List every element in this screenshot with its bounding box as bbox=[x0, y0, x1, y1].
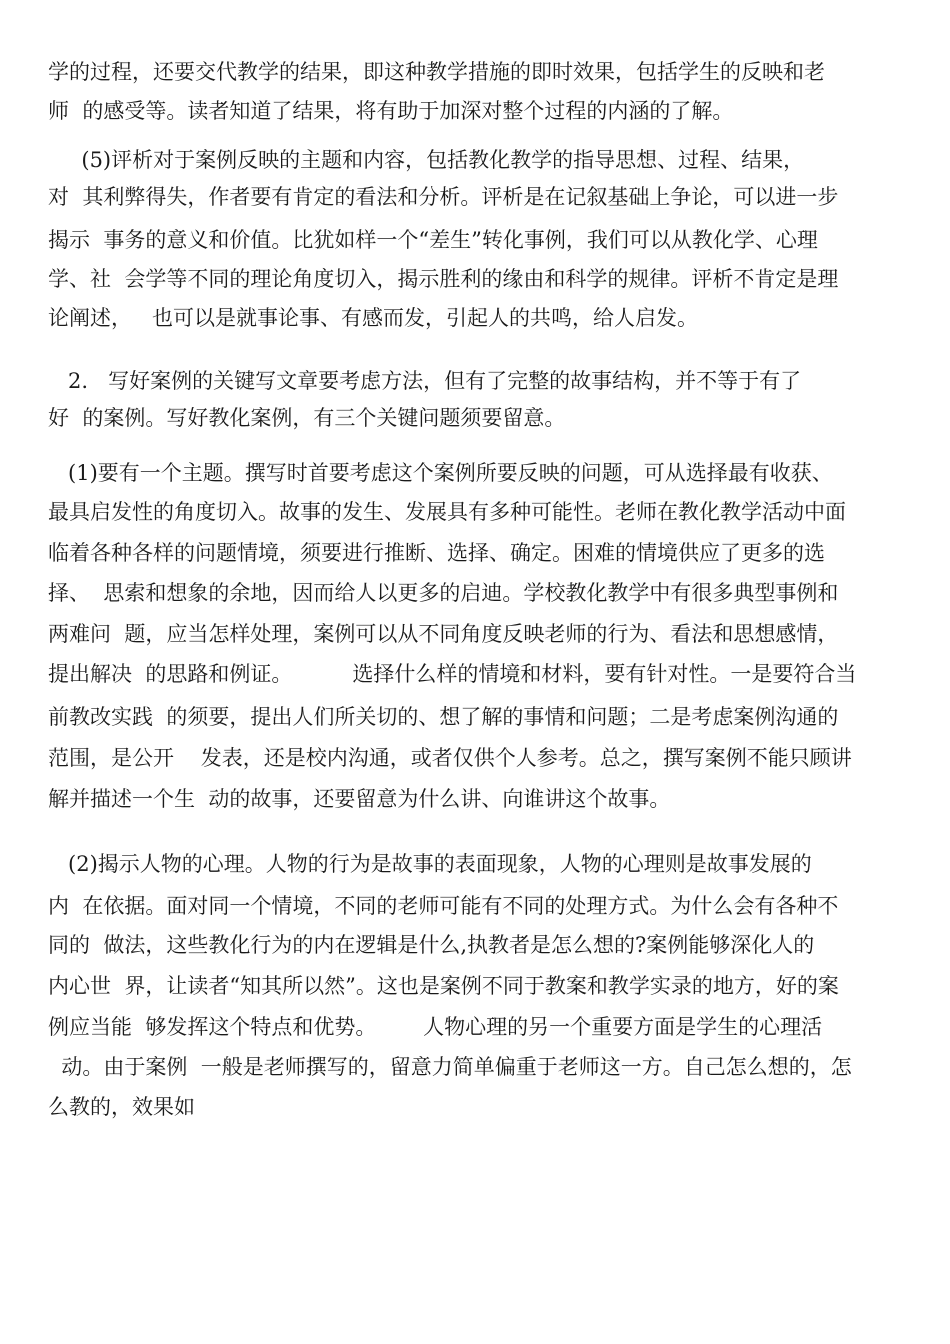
text-line: 两难问 题，应当怎样处理，案例可以从不同角度反映老师的行为、看法和思想感情， bbox=[48, 622, 839, 646]
text-line: 学的过程，还要交代教学的结果，即这种教学措施的即时效果，包括学生的反映和老 bbox=[48, 60, 825, 84]
text-line: 提出解决 的思路和例证。 选择什么样的情境和材料，要有针对性。一是要符合当 bbox=[48, 662, 857, 686]
text-line: 范围，是公开 发表，还是校内沟通，或者仅供个人参考。总之，撰写案例不能只顾讲 bbox=[48, 746, 852, 770]
text-line: 内 在依据。面对同一个情境，不同的老师可能有不同的处理方式。为什么会有各种不 bbox=[48, 894, 839, 918]
text-line: 好 的案例。写好教化案例，有三个关键问题须要留意。 bbox=[48, 406, 566, 430]
text-line: 内心世 界，让读者“知其所以然”。这也是案例不同于教案和教学实录的地方，好的案 bbox=[48, 974, 839, 998]
text-line: 论阐述， 也可以是就事论事、有感而发，引起人的共鸣，给人启发。 bbox=[48, 306, 699, 330]
text-line: 例应当能 够发挥这个特点和优势。 人物心理的另一个重要方面是学生的心理活 bbox=[48, 1015, 823, 1039]
text-line: 师 的感受等。读者知道了结果，将有助于加深对整个过程的内涵的了解。 bbox=[48, 99, 734, 123]
text-line: 2. 写好案例的关键写文章要考虑方法，但有了完整的故事结构，并不等于有了 bbox=[48, 369, 802, 393]
text-line: 同的 做法，这些教化行为的内在逻辑是什么,执教者是怎么想的?案例能够深化人的 bbox=[48, 933, 815, 957]
text-line: 揭示 事务的意义和价值。比犹如样一个“差生”转化事例，我们可以从教化学、心理 bbox=[48, 228, 818, 252]
text-line: (5)评析对于案例反映的主题和内容，包括教化教学的指导思想、过程、结果， bbox=[48, 148, 805, 172]
text-line: (1)要有一个主题。撰写时首要考虑这个案例所要反映的问题，可从选择最有收获、 bbox=[48, 461, 833, 485]
text-line: 对 其利弊得失，作者要有肯定的看法和分析。评析是在记叙基础上争论，可以进一步 bbox=[48, 185, 839, 209]
text-line: 么教的，效果如 bbox=[48, 1095, 195, 1119]
text-line: 学、社 会学等不同的理论角度切入，揭示胜利的缘由和科学的规律。评析不肯定是理 bbox=[48, 267, 839, 291]
text-line: 最具启发性的角度切入。故事的发生、发展具有多种可能性。老师在教化教学活动中面 bbox=[48, 500, 846, 524]
text-line: 解并描述一个生 动的故事，还要留意为什么讲、向谁讲这个故事。 bbox=[48, 787, 671, 811]
text-line: 临着各种各样的问题情境，须要进行推断、选择、确定。困难的情境供应了更多的选 bbox=[48, 541, 825, 565]
text-line: 动。由于案例 一般是老师撰写的，留意力简单偏重于老师这一方。自己怎么想的，怎 bbox=[48, 1055, 852, 1079]
text-line: 前教改实践 的须要，提出人们所关切的、想了解的事情和问题；二是考虑案例沟通的 bbox=[48, 705, 839, 729]
text-line: (2)揭示人物的心理。人物的行为是故事的表面现象，人物的心理则是故事发展的 bbox=[48, 852, 812, 876]
text-line: 择、 思索和想象的余地，因而给人以更多的启迪。学校教化教学中有很多典型事例和 bbox=[48, 581, 839, 605]
